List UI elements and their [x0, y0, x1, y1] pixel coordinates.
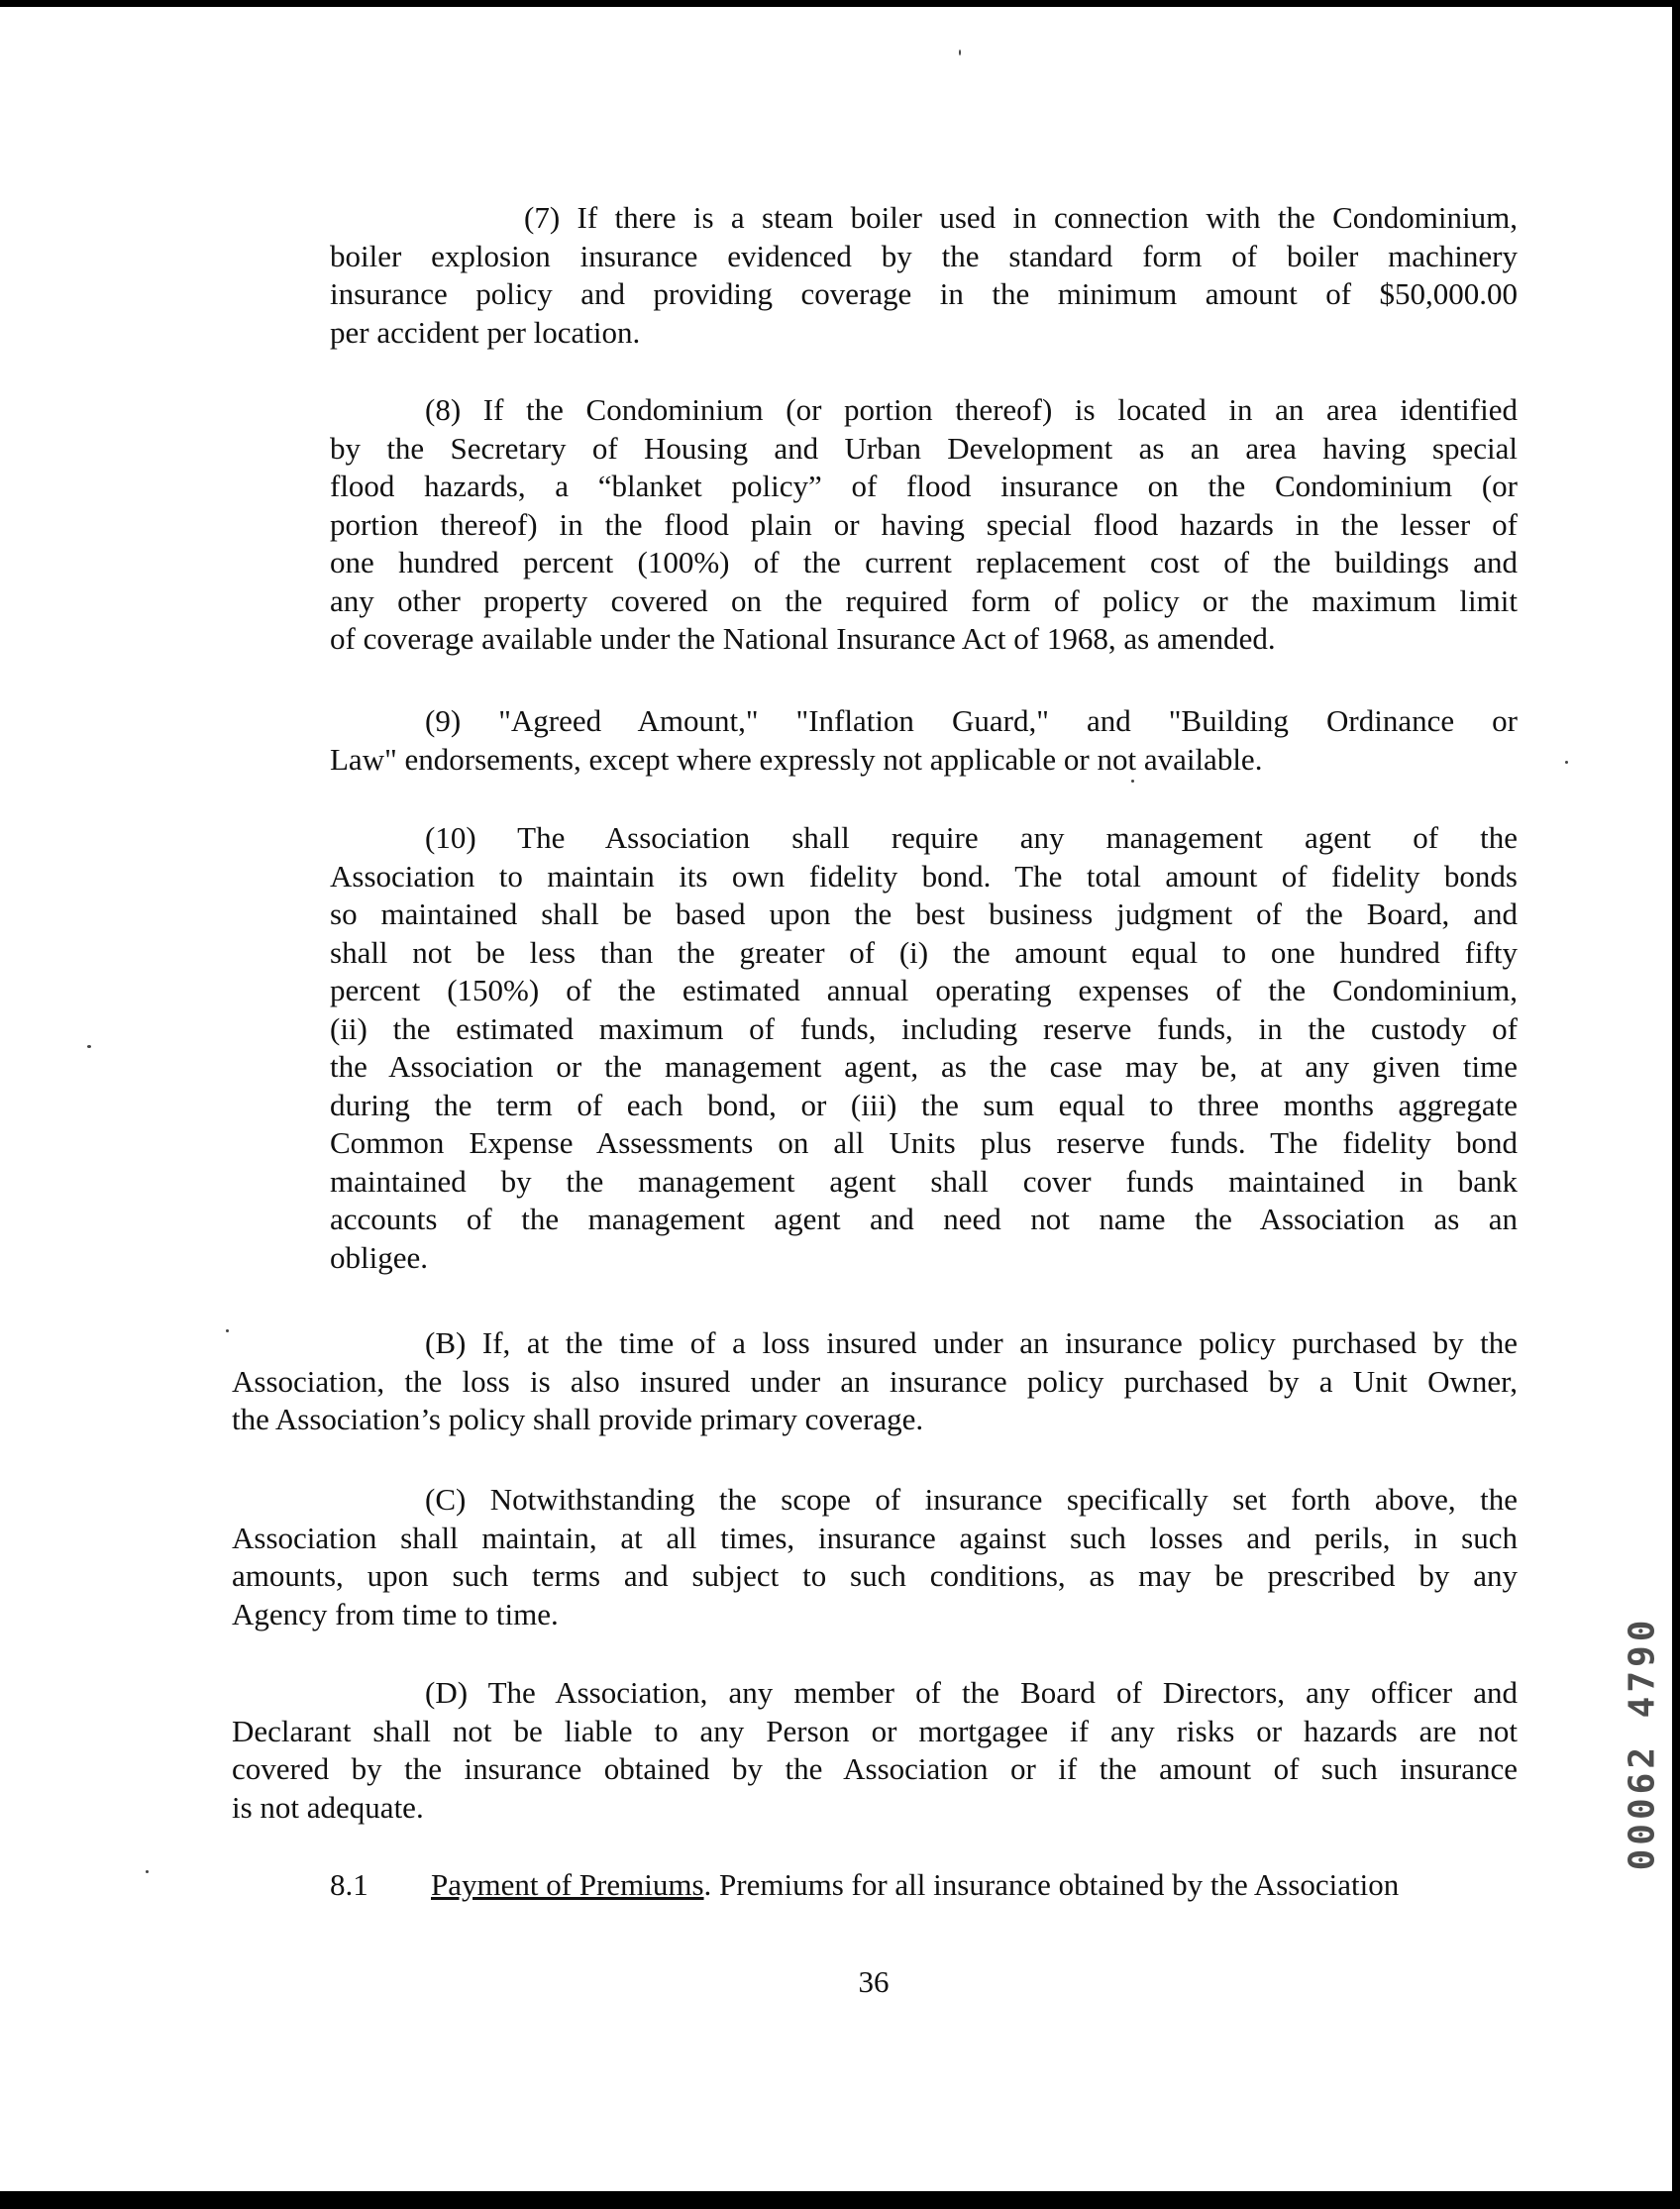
paragraph-line: (B) If, at the time of a loss insured under an insurance policy purchased by the [425, 1325, 1518, 1360]
paragraph-9 [330, 702, 1518, 779]
paragraph-line: (D) The Association, any member of the Board of Directors, any officer and [425, 1675, 1518, 1710]
paragraph-line: Association, the loss is also insured under an insurance policy purchased by a Unit Owner, [232, 1363, 1518, 1399]
paragraph-10 [330, 819, 1518, 1277]
scan-speck [87, 1045, 91, 1048]
paragraph-line: the Association’s policy shall provide primary coverage. [232, 1402, 924, 1436]
scan-speck [226, 1329, 229, 1332]
paragraph-line: during the term of each bond, or (iii) the sum equal to three months aggregate [330, 1087, 1518, 1122]
paragraph-line: Association shall maintain, at all times, insurance against such losses and perils, in such [232, 1520, 1518, 1555]
paragraph-line: Agency from time to time. [232, 1596, 559, 1631]
paragraph-line: Common Expense Assessments on all Units plus reserve funds. The fidelity bond [330, 1125, 1518, 1160]
paragraph-line: (10) The Association shall require any management agent of the [425, 820, 1518, 855]
scan-edge-top [0, 0, 1680, 7]
paragraph-line: shall not be less than the greater of (i) the amount equal to one hundred fifty [330, 934, 1518, 970]
paragraph-line: (7) If there is a steam boiler used in connection with the Condominium, [524, 200, 1518, 235]
paragraph-line: covered by the insurance obtained by the Association or if the amount of such insurance [232, 1751, 1518, 1786]
scan-edge-bottom [0, 2191, 1680, 2209]
scan-speck [1565, 761, 1568, 764]
paragraph-line: is not adequate. [232, 1789, 424, 1825]
paragraph-c [232, 1481, 1518, 1633]
paragraph-line: insurance policy and providing coverage in the minimum amount of $50,000.00 [330, 276, 1518, 311]
paragraph-line: portion thereof) in the flood plain or having special flood hazards in the lesser of [330, 506, 1518, 542]
scan-speck [146, 1870, 149, 1873]
paragraph-line: Declarant shall not be liable to any Person or mortgagee if any risks or hazards are not [232, 1713, 1518, 1748]
paragraph-line: Association to maintain its own fidelity bond. The total amount of fidelity bonds [330, 858, 1518, 894]
section-8-1 [330, 1866, 1518, 1905]
paragraph-d [232, 1674, 1518, 1827]
paragraph-line: flood hazards, a “blanket policy” of flood insurance on the Condominium (or [330, 469, 1518, 503]
paragraph-7 [330, 199, 1518, 352]
section-text: . Premiums for all insurance obtained by the Association [703, 1867, 1400, 1902]
section-number: 8.1 [330, 1867, 368, 1902]
paragraph-8 [330, 391, 1518, 659]
paragraph-line: any other property covered on the required form of policy or the maximum limit [330, 582, 1518, 618]
bates-number: 00062 4790 [1622, 1616, 1663, 1871]
scan-edge-right [1672, 0, 1680, 2209]
paragraph-line: of coverage available under the National Insurance Act of 1968, as amended. [330, 621, 1276, 656]
paragraph-line: by the Secretary of Housing and Urban Development as an area having special [330, 430, 1518, 466]
paragraph-line: Law" endorsements, except where expressly not applicable or not available. [330, 741, 1263, 777]
paragraph-line: per accident per location. [330, 314, 641, 350]
scan-speck [959, 50, 961, 55]
paragraph-line: boiler explosion insurance evidenced by the standard form of boiler machinery [330, 238, 1518, 273]
paragraph-line: (ii) the estimated maximum of funds, including reserve funds, in the custody of [330, 1010, 1518, 1046]
paragraph-line: so maintained shall be based upon the best business judgment of the Board, and [330, 896, 1518, 931]
page-number: 36 [858, 1964, 890, 1999]
paragraph-b-text [232, 1324, 1518, 1439]
paragraph-line: (8) If the Condominium (or portion thereof) is located in an area identified [425, 392, 1518, 427]
paragraph-line: maintained by the management agent shall cover funds maintained in bank [330, 1163, 1518, 1199]
paragraph-line: amounts, upon such terms and subject to such conditions, as may be prescribed by any [232, 1558, 1518, 1593]
paragraph-line: (C) Notwithstanding the scope of insurance specifically set forth above, the [425, 1482, 1518, 1517]
section-heading: Payment of Premiums [431, 1867, 704, 1902]
paragraph-line: percent (150%) of the estimated annual operating expenses of the Condominium, [330, 973, 1518, 1007]
paragraph-line: accounts of the management agent and need not name the Association as an [330, 1202, 1518, 1236]
paragraph-line: one hundred percent (100%) of the current replacement cost of the buildings and [330, 545, 1518, 579]
paragraph-line: the Association or the management agent, as the case may be, at any given time [330, 1049, 1518, 1084]
scan-speck [1131, 780, 1134, 783]
paragraph-line: (9) "Agreed Amount," "Inflation Guard," and "Building Ordinance or [425, 703, 1518, 738]
paragraph-line: obligee. [330, 1239, 428, 1275]
bates-stamp [1613, 1575, 1672, 1912]
